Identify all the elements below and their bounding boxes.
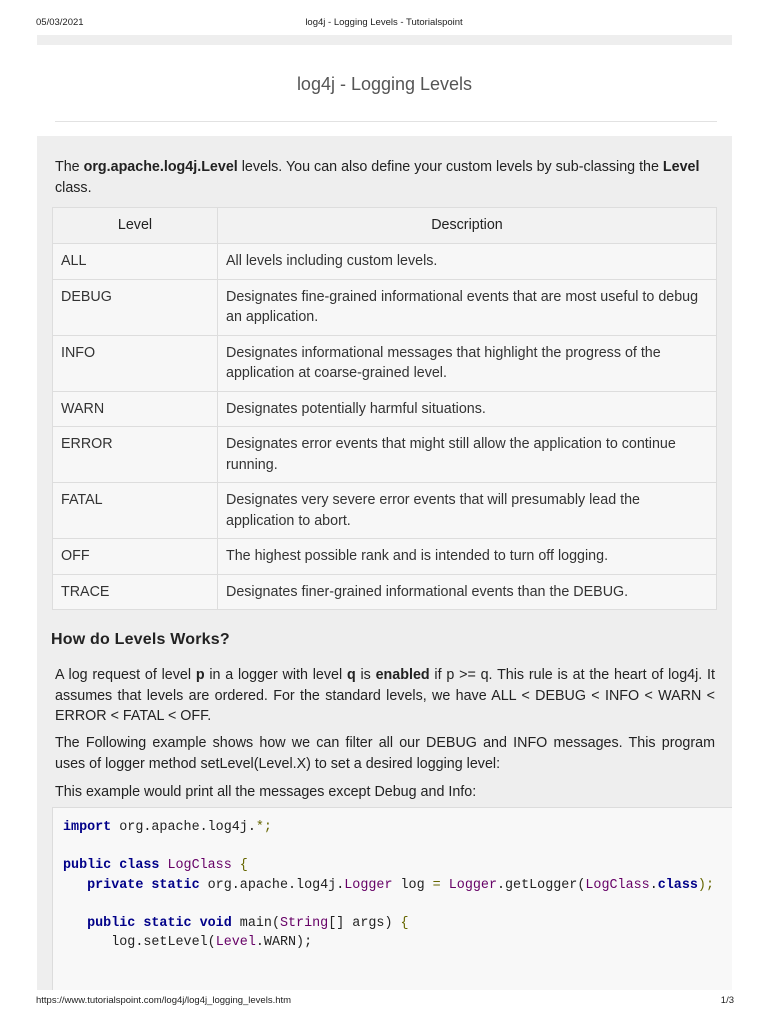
print-footer [0,995,768,1009]
header-level: Level [53,208,218,244]
page-title: log4j - Logging Levels [296,74,473,94]
print-header [0,17,768,31]
table-row [53,483,717,539]
table-header-row [53,208,717,244]
intro-paragraph: The org.apache.log4j.Level levels. You can also define your custom levels by sub-classing the Level class. [55,159,700,196]
description-cell: All levels including custom levels. [218,244,717,280]
table-row [53,335,717,391]
table-row [53,279,717,335]
description-cell: Designates potentially harmful situations. [218,391,717,427]
example-paragraph: The Following example shows how we can filter all our DEBUG and INFO messages. This program uses of logger method setLevel(Level.X) to set a desired logging level: [55,735,715,772]
example-output-paragraph: This example would print all the messages except Debug and Info: [55,784,477,800]
level-cell: OFF [53,539,218,575]
title-divider [55,121,717,122]
level-bold: Level [662,159,700,175]
level-cell: DEBUG [53,279,218,335]
section-heading: How do Levels Works? [51,631,230,648]
code-block [52,807,732,990]
class-name-bold: org.apache.log4j.Level [83,159,238,175]
page-url-link[interactable]: https://www.tutorialspoint.com/log4j/log4j_logging_levels.htm [36,995,292,1006]
table-row [53,539,717,575]
level-cell: ALL [53,244,218,280]
code-text: import org.apache.log4j.*; public class LogClass { private static org.apache.log4j.Logger log = Logger.getLogger(LogClass.class); public static void main(String[] args) { log.setLevel(Level.WARN); [63,820,714,951]
top-bar [37,35,732,45]
print-title: log4j - Logging Levels - Tutorialspoint [305,17,463,28]
levels-rule-paragraph: A log request of level p in a logger with level q is enabled if p >= q. This rule is at the heart of log4j. It assumes that levels are ordered. For the standard levels, we have ALL < DEBUG < INFO < WARN < ERROR < FATAL < OFF. [55,667,716,724]
description-cell: Designates error events that might still allow the application to continue running. [218,427,717,483]
levels-table [52,207,717,610]
table-row [53,391,717,427]
table-row [53,574,717,610]
page-number: 1/3 [720,995,734,1006]
description-cell: Designates finer-grained informational events than the DEBUG. [218,574,717,610]
table-row [53,427,717,483]
level-cell: WARN [53,391,218,427]
description-cell: Designates informational messages that highlight the progress of the application at coarse-grained level. [218,335,717,391]
level-cell: FATAL [53,483,218,539]
table-row [53,244,717,280]
print-date: 05/03/2021 [36,17,84,28]
level-cell: ERROR [53,427,218,483]
description-cell: The highest possible rank and is intended to turn off logging. [218,539,717,575]
description-cell: Designates fine-grained informational events that are most useful to debug an application. [218,279,717,335]
header-description: Description [218,208,717,244]
level-cell: INFO [53,335,218,391]
content-area [37,136,732,990]
description-cell: Designates very severe error events that will presumably lead the application to abort. [218,483,717,539]
level-cell: TRACE [53,574,218,610]
